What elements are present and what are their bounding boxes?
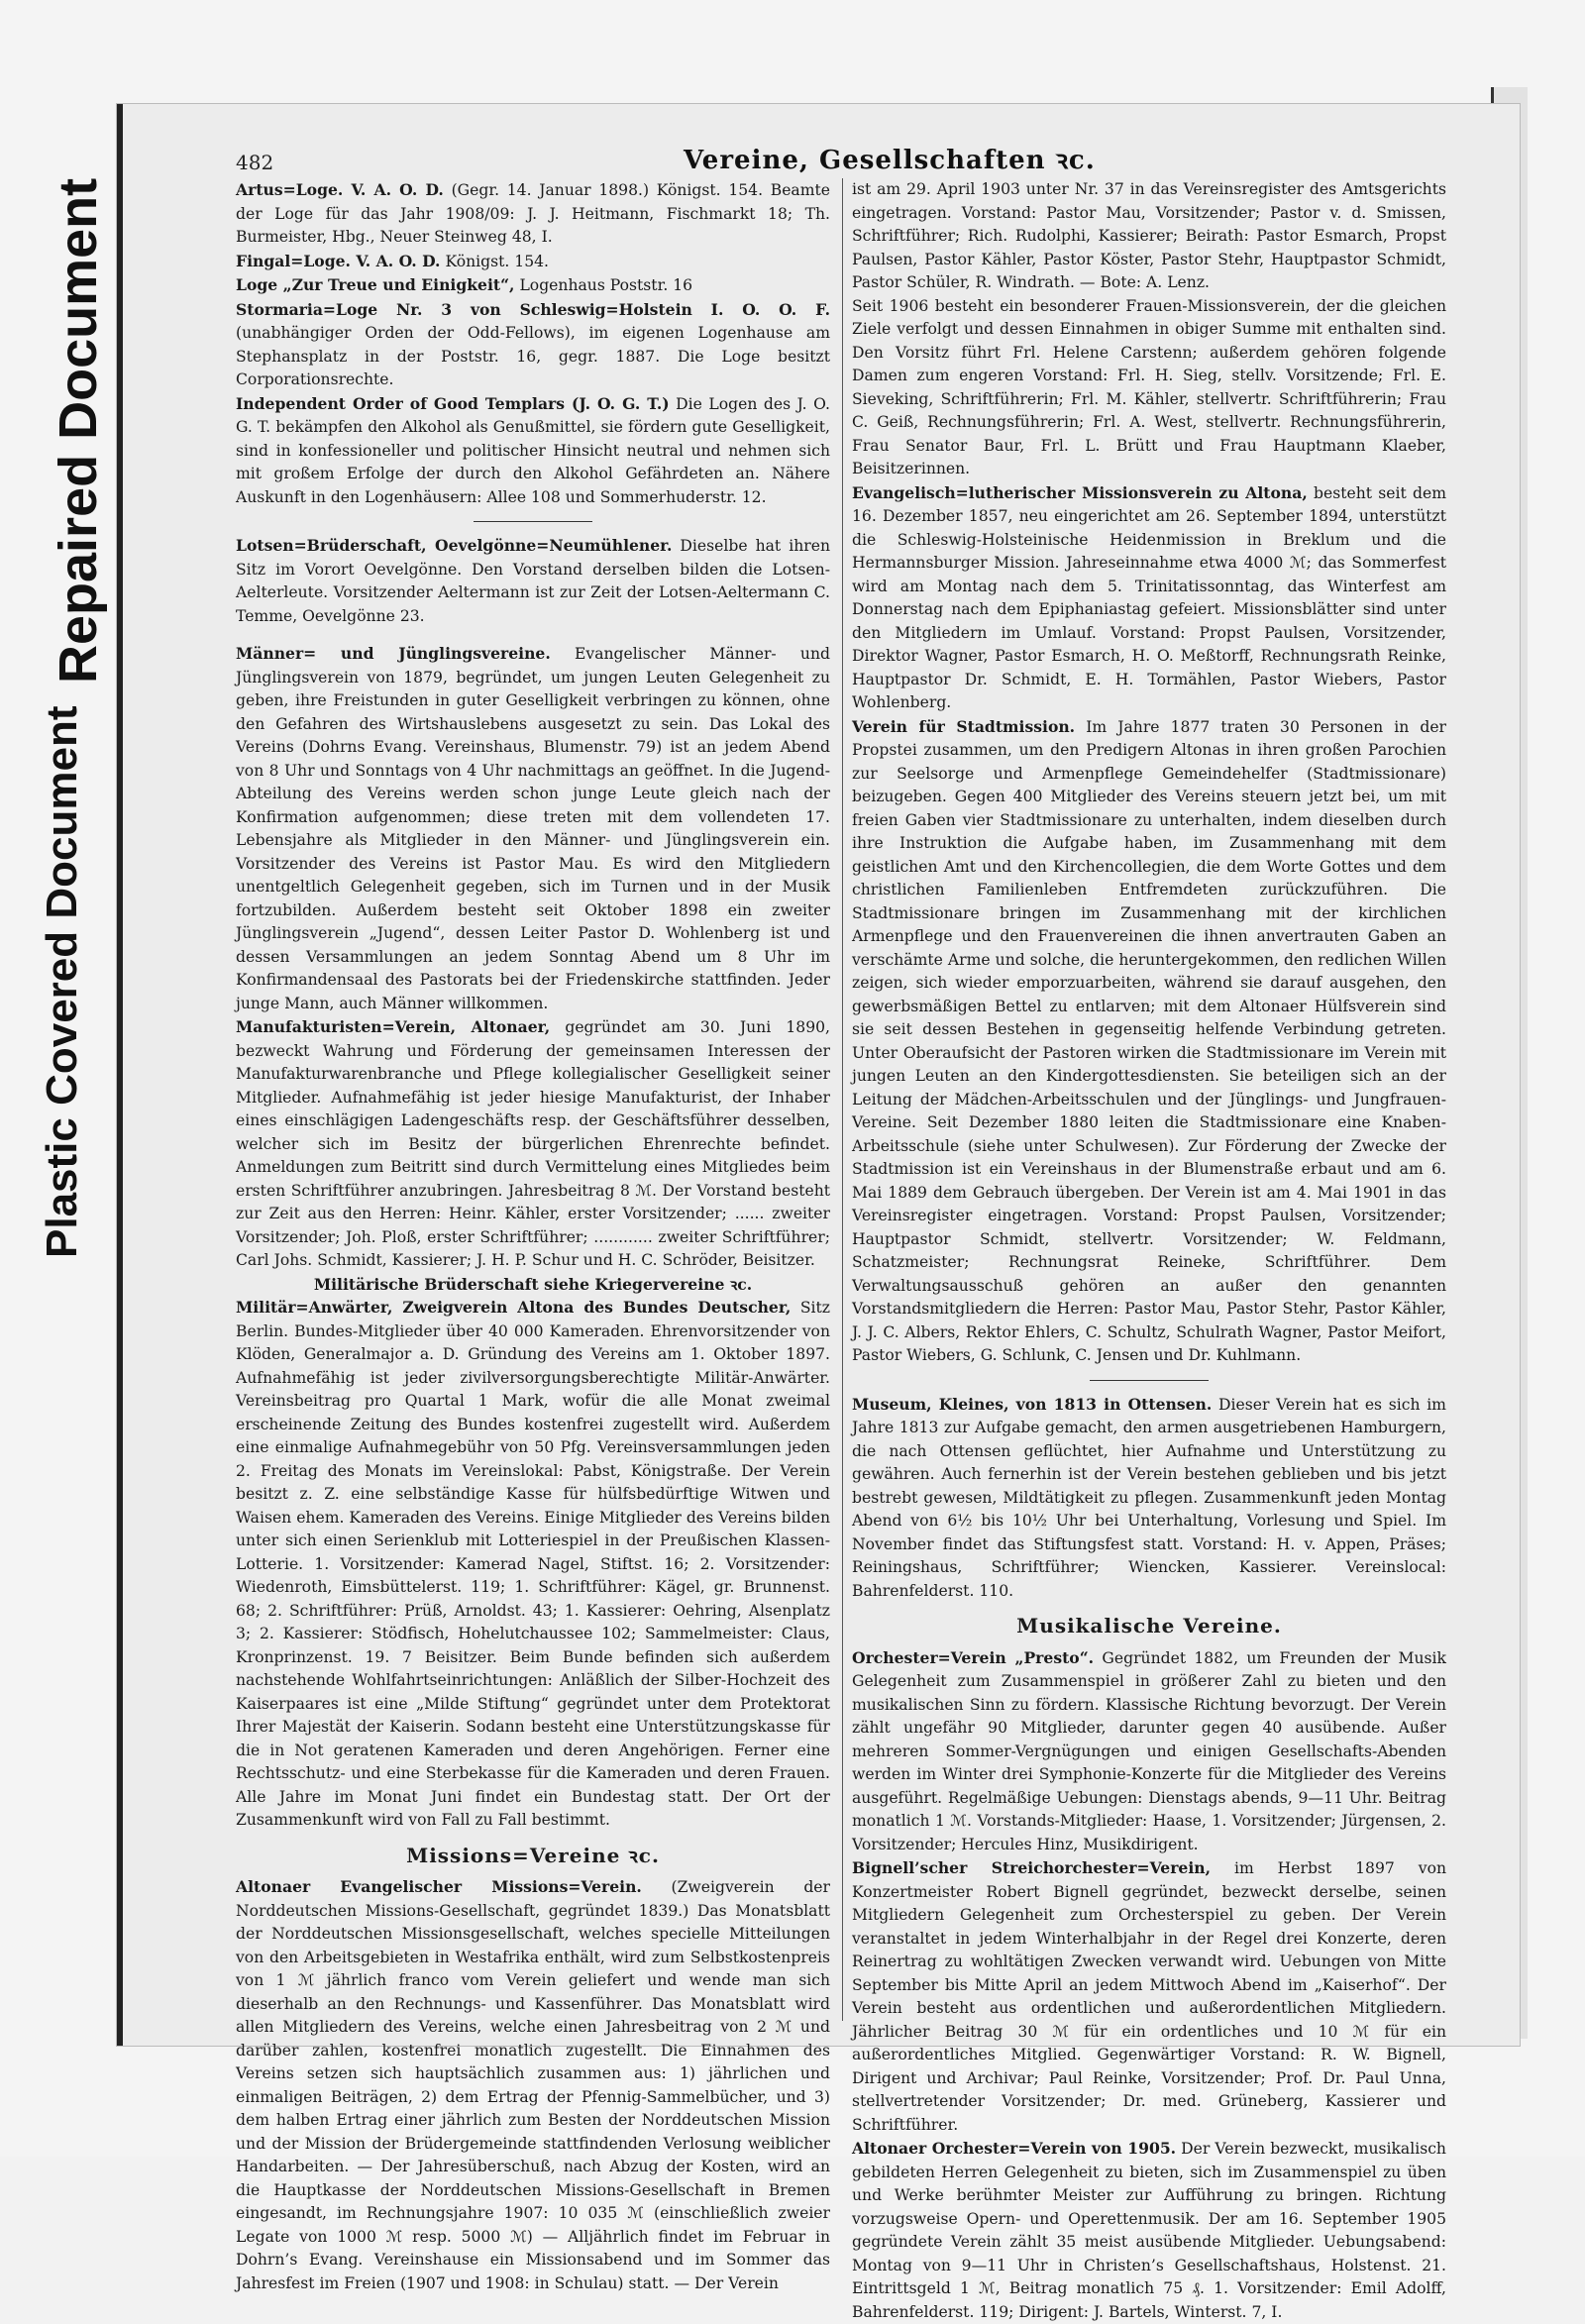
entry-head: Loge „Zur Treue und Einigkeit“, — [236, 275, 515, 294]
entry-head: Museum, Kleines, von 1813 in Ottensen. — [852, 1394, 1213, 1414]
entry-text: Im Jahre 1877 traten 30 Personen in der Propstei zusammen, um den Predigern Altonas in ihren großen Parochien zur Seelsorge und Armenpflege Gemeindehelfer (Stadtmissionare) beizugeben. Gegen 400 Mitglieder des Vereins steuern jetzt bei, um mit freien Gaben vier Stadtmissionare zu unterhalten, indem dieselben durch ihre Instruktion die Aufgabe haben, im Zusammenhang mit dem geistlichen Amt und den Kirchencollegien, die dem Worte Gottes und dem christlichen Familienleben Entfremdeten zurückzuführen. Die Stadtmissionare bringen im Zusammenhang mit der kirchlichen Armenpflege und den Frauenvereinen die ihnen anvertrauten Gaben an verschämte Arme und solche, die heruntergekommen, den redlichen Willen zeigen, sich wieder emporzuarbeiten, während sie darauf ausgehen, den gewerbsmäßigen Bettel zu entlarven; mit dem Altonaer Hülfsverein sind sie seit dessen Bestehen in gegenseitig helfende Verbindung getreten. Unter Oberaufsicht der Pastoren wirken die Stadtmissionare im Verein mit jungen Leuten an den Kindergottesdiensten. Sie beteiligen sich an der Leitung der Mädchen-Arbeitsschulen und der Jünglings- und Jungfrauen-Vereine. Seit Dezember 1880 leiten die Stadtmissionare eine Knaben-Arbeitsschule (siehe unter Schulwesen). Zur Förderung der Zwecke der Stadtmission ist ein Vereinshaus in der Blumenstraße erbaut und am 6. Mai 1889 dem Gebrauch übergeben. Der Verein ist am 4. Mai 1901 in das Vereinsregister eingetragen. Vorstand: Propst Paulsen, Vorsitzender; Hauptpastor Schmidt, stellvertr. Vorsitzender; W. Feldmann, Schatzmeister; Rechnungsrat Reineke, Schriftführer. Dem Verwaltungsausschuß gehören an außer den genannten Vorstandsmitgliedern die Herren: Pastor Mau, Pastor Stehr, Pastor Kähler, J. J. C. Albers, Rektor Ehlers, C. Schultz, Schulrath Wagner, Pastor Meifort, Pastor Wiebers, G. Schlunk, C. Jensen und Dr. Kuhlmann. — [852, 717, 1447, 1364]
entry-text: im Herbst 1897 von Konzertmeister Robert Bignell gegründet, bezweckt derselbe, seinen Mitgliedern Gelegenheit zum Orchesterspiel zu geben. Der Verein veranstaltet in jedem Winterhalbjahr in der Regel drei Konzerte, deren Reinertrag zu wohltätigen Zwecken verwandt wird. Uebungen von Mitte September bis Mitte April an jedem Mittwoch Abend im „Kaiserhof“. Der Verein besteht aus ordentlichen und außerordentlichen Mitgliedern. Jährlicher Beitrag 30 ℳ für ein ordentliches und 10 ℳ für ein außerordentliches Mitglied. Gegenwärtiger Vorstand: R. W. Bignell, Dirigent und Archivar; Paul Reinke, Vorsitzender; Prof. Dr. Paul Unna, stellvertretender Vorsitzender; Dr. med. Grüneberg, Kassierer und Schriftführer. — [852, 1859, 1446, 2134]
page-number: 482 — [236, 151, 274, 174]
entry-head: Lotsen=Brüderschaft, Oevelgönne=Neumühlener. — [236, 536, 673, 555]
entry-head: Orchester=Verein „Presto“. — [852, 1647, 1095, 1667]
entry-museum-kleines — [852, 1393, 1446, 1604]
entry-maenner-vereine — [236, 642, 830, 1015]
entry-head: Evangelisch=lutherischer Missionsverein zu Altona, — [852, 482, 1308, 502]
entry-frauen-missionsverein: Seit 1906 besteht ein besonderer Frauen-Missionsverein, der die gleichen Ziele verfolgt und dessen Einnahmen in obiger Summe mit enthalten sind. Den Vorsitz führt Frl. Helene Carstenn; außerdem gehören folgende Damen zum engeren Vorstand: Frl. H. Sieg, stellv. Vorsitzende; Frl. E. Sieveking, Schriftführerin; Frl. M. Kähler, stellvertr. Schriftführerin; Frau C. Geiß, Rechnungsführerin; Frl. A. West, stellvertr. Rechnungsführerin, Frau Senator Baur, Frl. L. Brütt und Frau Hauptmann Klaeber, Beisitzerinnen. — [852, 296, 1446, 477]
entry-militaerische — [236, 1273, 830, 1297]
entry-head: Independent Order of Good Templars (J. O. G. T.) — [236, 393, 670, 413]
column-divider — [842, 178, 843, 2021]
entry-good-templars — [236, 392, 830, 510]
entry-continuation: ist am 29. April 1903 unter Nr. 37 in das Vereinsregister des Amtsgerichts eingetragen. Vorstand: Pastor Mau, Vorsitzender; Pastor v. d. Smissen, Schriftführer; Rich. Rudolphi, Kassierer; Beirath: Pastor Esmarch, Propst Paulsen, Pastor Kähler, Pastor Köster, Pastor Stehr, Hauptpastor Schmidt, Pastor Schüler, R. Windrath. — Bote: A. Lenz. — [852, 180, 1446, 291]
section-rule — [1090, 1380, 1209, 1381]
entry-missions-verein — [236, 1875, 830, 2295]
entry-head: Stormaria=Loge Nr. 3 von Schleswig=Holstein I. O. O. F. — [236, 299, 830, 319]
entry-head: Verein für Stadtmission. — [852, 716, 1076, 736]
entry-loge-treue — [236, 273, 830, 298]
entry-text: Der Verein bezweckt, musikalisch gebildeten Herren Gelegenheit zu bieten, sich im Zusammenspiel zu üben und Werke berühmter Meister zur Aufführung zu bringen. Richtung vorzugsweise Opern- und Operettenmusik. Der am 16. September 1905 gegründete Verein zählt 35 meist ausübende Mitglieder. Uebungsabend: Montag von 9—11 Uhr in Christen’s Gesellschaftshaus, Holstenst. 21. Eintrittsgeld 1 ℳ, Beitrag monatlich 75 ₰. 1. Vorsitzender: Emil Adolff, Bahrenfelderst. 119; Dirigent: J. Bartels, Winterst. 7, I. — [852, 2140, 1446, 2321]
left-column — [236, 178, 830, 2295]
entry-artus-loge — [236, 178, 830, 250]
entry-head: Artus=Loge. V. A. O. D. — [236, 180, 444, 199]
entry-orchester-presto — [852, 1646, 1446, 1857]
entry-head: Militär=Anwärter, Zweigverein Altona des Bundes Deutscher, — [236, 1298, 792, 1317]
entry-text: Königst. 154. — [445, 252, 550, 270]
entry-text: Gegründet 1882, um Freunden der Musik Gelegenheit zum Zusammenspiel in größerer Zahl zu bieten und den musikalischen Sinn zu fördern. Klassische Richtung bevorzugt. Der Verein zählt ungefähr 90 Mitglieder, darunter gegen 40 ausübende. Außer mehreren Sommer-Vergnügungen und einigen Gesellschafts-Abenden werden im Winter drei Symphonie-Konzerte für die Mitglieder des Vereins ausgeführt. Regelmäßige Uebungen: Dienstags abends, 9—11 Uhr. Beitrag monatlich 1 ℳ. Vorstands-Mitglieder: Haase, 1. Vorsitzender; Jürgensen, 2. Vorsitzender; Hercules Hinz, Musikdirigent. — [852, 1648, 1446, 1853]
section-title-music: Musikalische Vereine. — [1016, 1614, 1282, 1637]
entry-militaer-anwaerter — [236, 1296, 830, 1833]
entry-text: (Gegr. 14. Januar 1898.) Königst. 154. Beamte der Loge für das Jahr 1908/09: J. J. Heitmann, Fischmarkt 18; Th. Burmeister, Hbg., Neuer Steinweg 48, I. — [236, 181, 831, 246]
entry-text: Dieselbe hat ihren Sitz im Vorort Oevelgönne. Den Vorstand derselben bilden die Lotsen-Aelterleute. Vorsitzender Aeltermann ist zur Zeit der Lotsen-Aeltermann C. Temme, Oevelgönne 23. — [236, 537, 830, 625]
running-head: Vereine, Gesellschaften ꝛc. — [684, 146, 1096, 175]
entry-bignell-streichorchester — [852, 1856, 1446, 2137]
entry-text: Sitz Berlin. Bundes-Mitglieder über 40 000 Kameraden. Ehrenvorsitzender von Klöden, Generalmajor a. D. Gründung des Vereins am 1. Oktober 1897. Aufnahmefähig ist jeder zivilversorgungsberechtigte Militär-Anwärter. Vereinsbeitrag pro Quartal 1 Mark, wofür die alle Monat zweimal erscheinende Zeitung des Bundes kostenfrei zugestellt wird. Außerdem eine einmalige Aufnahmegebühr von 50 Pfg. Vereinsversammlungen jeden 2. Freitag des Monats im Vereinslokal: Pabst, Königstraße. Der Verein besitzt z. Z. eine selbständige Kasse für hülfsbedürftige Witwen und Waisen ehem. Kameraden des Vereins. Einige Mitglieder des Vereins bilden unter sich einen Serienklub mit Lotteriespiel in der Preußischen Klassen-Lotterie. 1. Vorsitzender: Kamerad Nagel, Stiftst. 16; 2. Vorsitzender: Wiedenroth, Eimsbüttelerst. 119; 1. Schriftführer: Kägel, gr. Brunnenst. 68; 2. Schriftführer: Prüß, Arnoldst. 43; 1. Kassierer: Oehring, Alsenplatz 3; 2. Kassierer: Stödfisch, Hohelutchaussee 102; Sammelmeister: Claus, Kronprinzenst. 19. 7 Beisitzer. Beim Bunde befinden sich außerdem nachstehende Wohlfahrtseinrichtungen: Anläßlich der Silber-Hochzeit des Kaiserpaares ist eine „Milde Stiftung“ gegründet unter dem Protektorat Ihrer Majestät der Kaiserin. Sodann besteht eine Unterstützungskasse für die in Not geratenen Kameraden und deren Angehörigen. Ferner eine Rechtsschutz- und eine Sterbekasse für die Kameraden und deren Frauen. Alle Jahre im Monat Juni findet ein Bundestag statt. Der Ort der Zusammenkunft wird von Fall zu Fall bestimmt. — [236, 1299, 830, 1829]
section-title-missions: Missions=Vereine ꝛc. — [406, 1843, 660, 1867]
entry-head: Altonaer Evangelischer Missions=Verein. — [236, 1877, 642, 1896]
entry-text: Logenhaus Poststr. 16 — [519, 276, 693, 294]
repaired-document-label: Repaired Document — [49, 177, 108, 684]
entry-text: siehe Kriegervereine ꝛc. — [544, 1274, 753, 1294]
right-column — [852, 178, 1446, 2324]
entry-head: Fingal=Loge. V. A. O. D. — [236, 251, 441, 270]
entry-text: Dieser Verein hat es sich im Jahre 1813 zur Aufgabe gemacht, den armen ausgetriebenen Hamburgern, die nach Ottensen geflüchtet, hier Aufnahme und Unterstützung zu gewähren. Auch fernerhin ist der Verein bestehen geblieben und bis jetzt bestrebt gewesen, Mildtätigkeit zu pflegen. Zusammenkunft jeden Montag Abend von 6½ bis 10½ Uhr bei Unterhaltung, Vorlesung und Spiel. Im November findet das Stiftungsfest statt. Vorstand: H. v. Appen, Präses; Reiningshaus, Schriftführer; Wiencken, Kassierer. Vereinslocal: Bahrenfelderst. 110. — [852, 1395, 1446, 1600]
entry-stormaria-loge — [236, 298, 830, 392]
entry-text: Evangelischer Männer- und Jünglingsverein von 1879, begründet, um jungen Leuten Gelegenheit zu geben, ihre Freistunden in guter Geselligkeit verbringen zu können, ohne den Gefahren des Wirtshauslebens ausgesetzt zu sein. Das Lokal des Vereins (Dohrns Evang. Vereinshaus, Blumenstr. 79) ist an jedem Abend von 8 Uhr und Sonntags von 4 Uhr nachmittags an geöffnet. In die Jugend-Abteilung des Vereins werden schon junge Leute gleich nach der Konfirmation aufgenommen; diese treten mit dem vollendeten 17. Lebensjahre als Mitglieder in den Männer- und Jünglingsverein ein. Vorsitzender des Vereins ist Pastor Mau. Es wird den Mitgliedern unentgeltlich Gelegenheit gegeben, sich im Turnen und in der Musik fortzubilden. Außerdem besteht seit Oktober 1898 ein zweiter Jünglingsverein „Jugend“, dessen Leiter Pastor D. Wohlenberg ist und dessen Versammlungen an jedem Sonntag Abend um 8 Uhr im Konfirmandensaal des Pastorats bei der Friedenskirche stattfinden. Jeder junge Mann, auch Männer willkommen. — [236, 645, 830, 1012]
entry-text: Die Logen des J. O. G. T. bekämpfen den Alkohol als Genußmittel, sie fördern gute Geselligkeit, sind in konfessioneller und politischer Hinsicht neutral und nehmen sich mit großem Erfolge der durch den Alkohol Gefährdeten an. Nähere Auskunft in den Logenhäusern: Allee 108 und Sommerhuderstr. 12. — [236, 394, 830, 506]
entry-head: Manufakturisten=Verein, Altonaer, — [236, 1017, 551, 1036]
entry-lotsen — [236, 534, 830, 628]
entry-fingal-loge — [236, 250, 830, 274]
entry-lutherischer-missionsverein — [852, 481, 1446, 715]
entry-text: (Zweigverein der Norddeutschen Missions-Gesellschaft, gegründet 1839.) Das Monatsblatt der Norddeutschen Missionsgesellschaft, welches specielle Mitteilungen von den Arbeitsgebieten in Westafrika enthält, wird zum Selbstkostenpreis von 1 ℳ jährlich franco vom Verein geliefert und wende man sich dieserhalb an den Rechnungs- und Kassenführer. Das Monatsblatt wird allen Mitgliedern des Vereins, welche einen Jahresbeitrag von 2 ℳ und darüber zahlen, kostenfrei monatlich zugestellt. Die Einnahmen des Vereins setzen sich hauptsächlich zusammen aus: 1) jährlichen und einmaligen Beiträgen, 2) dem Ertrag der Pfennig-Sammelbücher, und 3) dem halben Ertrag einer jährlich zum Besten der Norddeutschen Mission und der Mission der Brüdergemeinde stattfindenden Verlosung weiblicher Handarbeiten. — Der Jahresüberschuß, nach Abzug der Kosten, wird an die Hauptkasse der Norddeutschen Missions-Gesellschaft in Bremen eingesandt, im Rechnungsjahre 1907: 10 035 ℳ (einschließlich zweier Legate von 1000 ℳ resp. 5000 ℳ) — Alljährlich findet im Februar in Dohrn’s Evang. Vereinshause ein Missionsabend und im Sommer das Jahresfest im Freien (1907 und 1908: in Schulau) statt. — Der Verein — [236, 1878, 830, 2292]
plastic-covered-document-label: Plastic Covered Document — [38, 705, 86, 1258]
section-rule — [474, 521, 592, 522]
entry-stadtmission — [852, 715, 1446, 1368]
entry-text: gegründet am 30. Juni 1890, bezweckt Wahrung und Förderung der gemeinsamen Interessen der Manufakturwarenbranche und Pflege kollegialischer Geselligkeit seiner Mitglieder. Aufnahmefähig ist jeder hiesige Manufakturist, der Inhaber eines einschlägigen Ladengeschäfts resp. der Geschäftsführer desselben, welcher sich im Besitz der bürgerlichen Ehrenrechte befindet. Anmeldungen zum Beitritt sind durch Vermittelung eines Mitgliedes beim ersten Schriftführer anzubringen. Jahresbeitrag 8 ℳ. Der Vorstand besteht zur Zeit aus den Herren: Heinr. Kähler, erster Vorsitzender; ...... zweiter Vorsitzender; Joh. Ploß, erster Schriftführer; ............ zweiter Schriftführer; Carl Johs. Schmidt, Kassierer; J. H. P. Schur und H. C. Schröder, Beisitzer. — [236, 1018, 830, 1269]
entry-head: Bignell’scher Streichorchester=Verein, — [852, 1858, 1212, 1877]
entry-head: Militärische Brüderschaft — [313, 1274, 539, 1294]
entry-text: besteht seit dem 16. Dezember 1857, neu eingerichtet am 26. September 1894, unterstützt die Schleswig-Holsteinische Heidenmission in Breklum und die Hermannsburger Mission. Jahreseinnahme etwa 4000 ℳ; das Sommerfest wird am Montag nach dem 5. Trinitatissonntag, das Winterfest am Donnerstag nach dem Epiphaniastag gefeiert. Missionsblätter sind unter den Mitgliedern im Umlauf. Vorstand: Propst Paulsen, Vorsitzender, Direktor Wagner, Pastor Esmarch, H. O. Meßtorff, Rechnungsrath Reinke, Hauptpastor Dr. Schmidt, E. H. Tormählen, Pastor Wiebers, Pastor Wohlenberg. — [852, 483, 1446, 711]
entry-orchester-1905 — [852, 2137, 1446, 2324]
entry-head: Männer= und Jünglingsvereine. — [236, 644, 551, 663]
entry-head: Altonaer Orchester=Verein von 1905. — [852, 2139, 1177, 2158]
entry-manufakturisten — [236, 1015, 830, 1273]
entry-text: (unabhängiger Orden der Odd-Fellows), im eigenen Logenhause am Stephansplatz in der Poststr. 16, gegr. 1887. Die Loge besitzt Corporationsrechte. — [236, 324, 830, 388]
